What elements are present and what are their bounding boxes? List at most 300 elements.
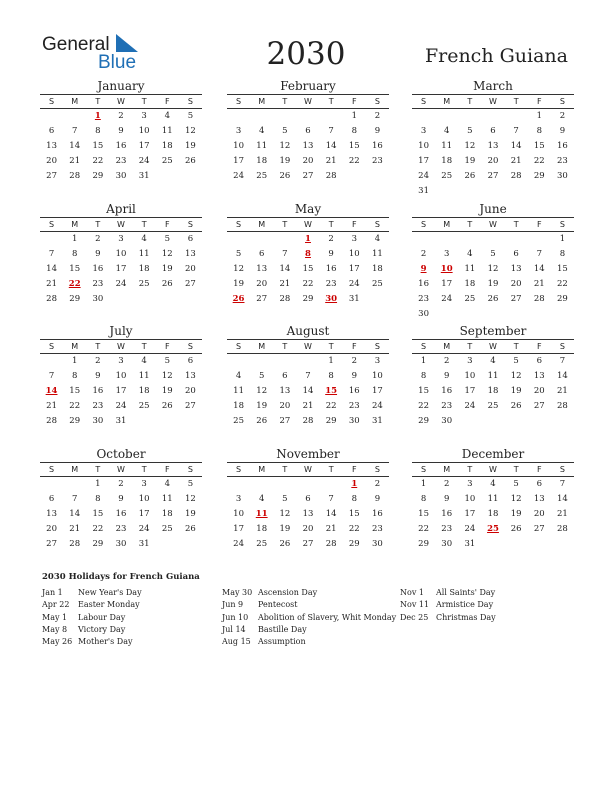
day-cell: 12 [487,264,499,274]
day-cell: 19 [464,156,476,166]
day-cell: 22 [557,279,568,289]
day-cell: 7 [72,494,78,504]
day-cell: 31 [418,186,429,196]
weekday-label: S [236,465,242,474]
empty-cell [63,109,86,124]
day-cell: 27 [302,539,314,549]
month-title: September [412,323,574,340]
day-cell: 8 [351,494,357,504]
day-cell: 9 [444,371,450,381]
day-cell: 25 [138,401,150,411]
weekday-label: T [95,97,101,106]
day-cell: 2 [351,356,357,366]
day-cell: 5 [513,356,519,366]
day-cell: 5 [259,371,265,381]
day-cell: 3 [374,356,381,366]
day-cell: 25 [441,171,453,181]
weekday-label: M [258,465,266,474]
day-grid [227,354,389,429]
day-cell: 14 [533,264,545,274]
holiday-day-cell: 25 [487,524,499,534]
weekday-label: W [117,220,125,229]
day-cell: 4 [490,356,496,366]
day-cell: 17 [233,524,244,534]
day-cell: 3 [444,249,450,259]
day-cell: 6 [187,234,194,244]
day-cell: 25 [487,401,499,411]
weekday-label: M [443,97,451,106]
holiday-column [222,587,396,648]
weekday-label: F [536,220,542,229]
day-cell: 10 [138,494,150,504]
day-cell: 5 [187,479,194,489]
day-cell: 30 [441,416,453,426]
day-cell: 30 [115,539,127,549]
day-cell: 21 [279,279,291,289]
day-cell: 19 [279,524,291,534]
day-cell: 11 [256,141,268,151]
day-cell: 10 [348,249,360,259]
day-cell: 21 [302,401,314,411]
weekday-label: M [71,465,79,474]
holiday-name: Bastille Day [258,624,307,634]
day-cell: 9 [374,126,381,136]
day-cell: 1 [420,479,427,489]
day-cell: 4 [444,126,450,136]
day-cell: 21 [46,401,57,411]
day-cell: 13 [185,371,196,381]
day-cell: 20 [185,386,196,396]
day-cell: 13 [302,141,314,151]
day-cell: 1 [72,356,78,366]
holiday-date: Jan 1 [42,588,63,597]
day-cell: 4 [259,494,265,504]
day-cell: 2 [444,479,450,489]
day-cell: 3 [235,126,242,136]
day-cell: 28 [69,171,81,181]
day-cell: 18 [233,401,244,411]
empty-cell [227,109,250,124]
day-cell: 11 [464,264,476,274]
holiday-date: Apr 22 [42,600,70,610]
holiday-item [42,636,142,648]
day-cell: 6 [490,126,496,136]
weekday-label: F [164,342,170,351]
holiday-date: Aug 15 [222,637,251,647]
empty-cell [296,354,319,369]
day-cell: 27 [533,524,545,534]
day-cell: 1 [536,111,542,121]
holiday-name: Abolition of Slavery, Whit Monday [258,612,397,622]
holiday-day-cell: 26 [232,294,245,304]
holiday-item [42,624,142,636]
day-cell: 1 [420,356,427,366]
empty-cell [227,232,250,247]
day-cell: 7 [48,371,55,381]
day-cell: 11 [487,494,499,504]
day-cell: 5 [235,249,242,259]
weekday-label: S [559,465,565,474]
day-grid [412,354,574,429]
day-cell: 3 [118,356,124,366]
day-cell: 5 [187,111,194,121]
month-title: December [412,446,574,463]
weekday-label: S [187,220,193,229]
weekday-label: T [141,342,147,351]
day-cell: 19 [161,264,173,274]
day-cell: 23 [418,294,429,304]
day-cell: 29 [69,294,81,304]
day-cell: 21 [69,524,81,534]
day-cell: 13 [46,509,57,519]
holiday-name: Ascension Day [258,588,318,597]
day-cell: 30 [418,309,429,319]
day-cell: 23 [441,524,453,534]
day-cell: 24 [138,156,150,166]
day-cell: 9 [95,371,101,381]
empty-cell [412,232,435,247]
empty-cell [273,354,296,369]
holiday-date: May 26 [42,637,73,647]
day-cell: 27 [185,401,196,411]
month-july [40,323,202,429]
day-cell: 31 [464,539,476,549]
holiday-day-cell: 14 [45,386,58,396]
day-cell: 18 [256,156,268,166]
holiday-name: All Saints' Day [436,588,496,597]
day-cell: 11 [372,249,383,259]
day-cell: 18 [487,386,499,396]
day-cell: 25 [138,279,150,289]
day-cell: 19 [487,279,499,289]
day-cell: 16 [441,509,453,519]
day-cell: 27 [185,279,196,289]
day-cell: 18 [464,279,476,289]
day-cell: 6 [259,249,265,259]
day-cell: 10 [372,371,383,381]
weekday-label: F [351,465,357,474]
day-cell: 17 [348,264,360,274]
day-cell: 23 [372,524,383,534]
holiday-name: Labour Day [78,612,126,622]
day-grid [227,232,389,307]
calendar-header [0,0,612,80]
holiday-column [42,587,142,648]
holiday-item [222,599,396,611]
day-cell: 7 [48,249,55,259]
day-cell: 30 [348,416,360,426]
day-cell: 29 [557,294,568,304]
day-cell: 8 [72,371,78,381]
day-cell: 27 [256,294,268,304]
weekday-label: S [49,342,55,351]
day-cell: 20 [302,524,314,534]
day-cell: 28 [557,524,568,534]
day-cell: 26 [487,294,499,304]
month-august [227,323,389,429]
day-cell: 23 [92,279,104,289]
day-cell: 24 [115,279,127,289]
day-cell: 7 [328,494,334,504]
weekday-header [227,218,389,232]
weekday-header [412,463,574,477]
day-cell: 13 [185,249,196,259]
day-cell: 19 [185,141,196,151]
day-cell: 27 [302,171,314,181]
weekday-header [227,340,389,354]
month-december [412,446,574,552]
day-cell: 16 [372,509,383,519]
day-cell: 16 [348,386,360,396]
day-cell: 7 [305,371,311,381]
month-title: July [40,323,202,340]
holiday-date: Jul 14 [222,624,246,634]
day-cell: 5 [282,494,288,504]
day-cell: 17 [115,386,127,396]
holiday-date: Nov 11 [400,600,430,610]
day-cell: 6 [305,126,311,136]
month-title: April [40,201,202,218]
day-cell: 18 [138,264,150,274]
year-title: 2030 [266,36,346,72]
day-cell: 14 [302,386,314,396]
day-cell: 4 [490,479,496,489]
day-cell: 12 [510,371,522,381]
holiday-name: New Year's Day [78,588,142,597]
day-cell: 3 [351,234,357,244]
day-cell: 31 [138,539,150,549]
day-cell: 29 [302,294,314,304]
day-cell: 9 [95,249,101,259]
day-cell: 17 [372,386,383,396]
day-cell: 4 [164,479,170,489]
day-cell: 27 [279,416,291,426]
day-cell: 28 [325,539,337,549]
day-grid [40,477,202,552]
empty-cell [227,354,250,369]
day-cell: 24 [233,539,244,549]
day-cell: 12 [161,249,173,259]
day-cell: 20 [279,401,291,411]
month-title: November [227,446,389,463]
weekday-label: S [187,342,193,351]
weekday-label: F [351,97,357,106]
day-cell: 3 [467,356,473,366]
weekday-header [227,463,389,477]
day-cell: 4 [164,111,170,121]
day-cell: 17 [441,279,453,289]
day-cell: 10 [138,126,150,136]
day-cell: 7 [559,479,566,489]
day-cell: 26 [185,156,196,166]
day-cell: 9 [559,126,566,136]
holiday-date: Nov 1 [400,588,424,597]
day-cell: 27 [533,401,545,411]
day-cell: 1 [95,479,101,489]
day-cell: 15 [418,386,429,396]
day-cell: 1 [72,234,78,244]
weekday-label: S [236,220,242,229]
holiday-list [42,572,582,647]
weekday-label: S [374,220,380,229]
day-cell: 19 [185,509,196,519]
day-cell: 21 [557,386,568,396]
day-cell: 6 [48,494,55,504]
empty-cell [481,232,504,247]
day-cell: 16 [441,386,453,396]
month-may [227,201,389,307]
weekday-header [412,218,574,232]
day-cell: 6 [187,356,194,366]
day-cell: 26 [510,524,522,534]
holiday-name: Victory Day [78,624,126,634]
weekday-label: T [513,220,519,229]
day-cell: 16 [115,141,127,151]
holiday-day-cell: 15 [325,386,338,396]
day-cell: 14 [325,141,337,151]
day-cell: 12 [510,494,522,504]
day-cell: 5 [164,234,170,244]
day-cell: 31 [115,416,127,426]
day-cell: 19 [256,401,268,411]
day-cell: 20 [46,524,57,534]
weekday-label: T [328,97,334,106]
day-cell: 23 [372,156,383,166]
weekday-label: T [467,97,473,106]
day-cell: 16 [92,264,104,274]
day-cell: 12 [256,386,268,396]
weekday-label: W [304,342,312,351]
holiday-item [222,624,396,636]
day-cell: 7 [559,356,566,366]
day-cell: 16 [372,141,383,151]
holiday-column [400,587,496,624]
day-grid [227,109,389,184]
day-cell: 30 [92,416,104,426]
day-cell: 23 [92,401,104,411]
weekday-label: W [489,97,497,106]
day-cell: 15 [418,509,429,519]
day-cell: 22 [92,524,104,534]
empty-cell [296,109,319,124]
empty-cell [458,109,481,124]
weekday-label: T [467,220,473,229]
day-cell: 24 [233,171,244,181]
month-november [227,446,389,552]
day-grid [40,109,202,184]
day-cell: 21 [510,156,522,166]
empty-cell [40,354,63,369]
weekday-label: S [49,97,55,106]
weekday-header [40,463,202,477]
day-cell: 2 [559,111,566,121]
empty-cell [250,232,273,247]
day-cell: 5 [513,479,519,489]
day-cell: 7 [72,126,78,136]
empty-cell [40,109,63,124]
day-cell: 26 [464,171,476,181]
weekday-label: W [117,342,125,351]
day-cell: 26 [161,279,173,289]
day-cell: 30 [372,539,383,549]
day-cell: 3 [141,479,147,489]
weekday-label: T [95,342,101,351]
day-cell: 22 [348,524,360,534]
day-cell: 10 [115,249,127,259]
day-grid [412,232,574,322]
weekday-label: T [513,465,519,474]
weekday-label: F [164,220,170,229]
weekday-label: T [282,220,288,229]
day-cell: 21 [533,279,545,289]
day-cell: 16 [557,141,568,151]
weekday-label: T [282,97,288,106]
day-cell: 14 [557,494,568,504]
holiday-date: Dec 25 [400,612,429,622]
day-cell: 26 [185,524,196,534]
weekday-label: S [559,220,565,229]
empty-cell [458,232,481,247]
day-cell: 17 [418,156,429,166]
weekday-label: S [49,465,55,474]
holiday-item [222,587,396,599]
month-june [412,201,574,322]
weekday-label: W [304,97,312,106]
weekday-label: W [489,220,497,229]
day-cell: 8 [328,371,334,381]
weekday-label: T [328,342,334,351]
day-cell: 2 [420,249,427,259]
holiday-day-cell: 30 [325,294,338,304]
day-cell: 28 [279,294,291,304]
weekday-label: T [282,342,288,351]
day-cell: 11 [441,141,453,151]
day-cell: 5 [164,356,170,366]
weekday-label: S [187,97,193,106]
day-cell: 29 [418,539,429,549]
weekday-label: S [421,220,427,229]
month-title: January [40,78,202,95]
weekday-label: F [536,342,542,351]
day-cell: 20 [533,386,545,396]
day-cell: 15 [348,141,360,151]
day-cell: 15 [302,264,314,274]
empty-cell [412,109,435,124]
holiday-name: Pentecost [258,600,298,610]
day-cell: 5 [467,126,473,136]
day-cell: 2 [95,356,101,366]
day-cell: 6 [282,371,288,381]
weekday-label: T [467,342,473,351]
weekday-label: S [421,465,427,474]
weekday-label: M [443,342,451,351]
day-cell: 1 [328,356,334,366]
day-cell: 26 [256,416,268,426]
weekday-label: S [559,97,565,106]
day-cell: 19 [161,386,173,396]
day-cell: 17 [464,386,476,396]
day-cell: 20 [256,279,268,289]
logo-text-general: General [42,34,110,55]
day-cell: 26 [279,539,291,549]
empty-cell [273,109,296,124]
day-cell: 22 [418,401,429,411]
holiday-list-title: 2030 Holidays for French Guiana [42,572,200,582]
day-cell: 21 [557,509,568,519]
day-cell: 15 [92,509,104,519]
day-cell: 15 [69,386,81,396]
day-cell: 27 [46,171,57,181]
